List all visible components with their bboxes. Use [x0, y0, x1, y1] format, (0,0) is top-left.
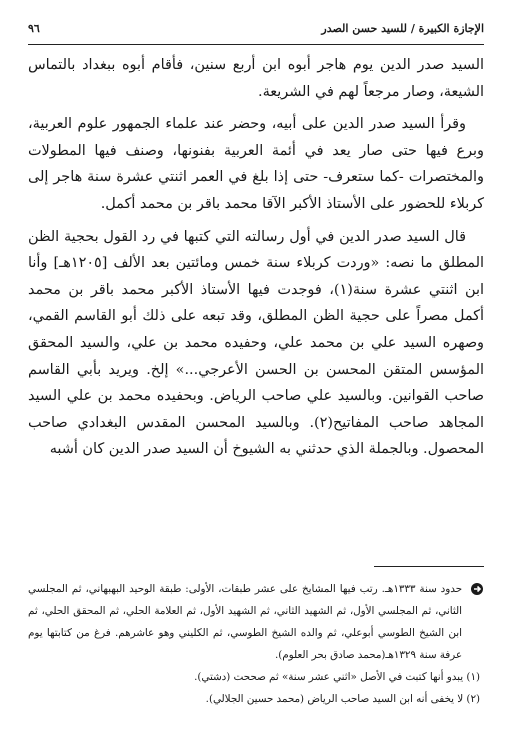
paragraph: وقرأ السيد صدر الدين على أبيه، وحضر عند علماء الجمهور علوم العربية، وبرع فيها حتى صار يعد في أئمة العربية بفنونها، وصنف فيها المطولات والمختصرات -كما ستعرف- حتى إذا بلغ في العمر اثنتي عشرة سنة هاجر إلى كربلاء للحضور على الأستاذ الأكبر الآقا محمد باقر بن محمد أكمل.	[28, 116, 484, 212]
page-number: ٩٦	[28, 22, 40, 35]
footnote: (٢) لا يخفى أنه ابن السيد صاحب الرياض (محمد حسين الجلالي).	[205, 693, 480, 705]
footnote-text: حدود سنة ١٣٣٣هـ. رتب فيها المشايخ على عشر طبقات، الأولى: طبقة الوحيد البهبهاني، ثم المجلسي الثاني، ثم المجلسي الأول، ثم الشهيد الثاني، ثم الشهيد الأول، ثم العلامة الحلي، ثم المحقق الحلي، ثم ابن الشيخ الطوسي أبوعلي، ثم والده الشيخ الطوسي، ثم الكليني وهو عاشرهم. فرغ من كتابتها يوم عرفة سنة ١٣٢٩هـ(محمد صادق بحر العلوم).	[28, 583, 463, 661]
continuation-arrow-icon	[470, 582, 484, 596]
paragraph: قال السيد صدر الدين في أول رسالته التي كتبها في رد القول بحجية الظن المطلق ما نصه: «وردت كربلاء سنة خمس ومائتين بعد الألف [١٢٠٥هـ] وأنا ابن اثنتي عشرة سنة(١)، فوجدت فيها الأستاذ الأكبر محمد باقر بن محمد أكمل مصراً على حجية الظن المطلق، وقد تبعه على ذلك أبو القاسم القمي، وصهره السيد علي بن محمد علي، وحفيده محمد بن علي، والسيد المحقق المؤسس المتقن المحسن بن الحسن الأعرجي...» إلخ. ويريد بأبي القاسم صاحب القوانين. وبالسيد علي صاحب الرياض. وبحفيده محمد بن علي السيد المجاهد صاحب المفاتيح(٢). وبالسيد المحسن المقدس البغدادي صاحب المحصول. وبالجملة الذي حدثني به الشيوخ أن السيد صدر الدين كان أشبه	[28, 228, 484, 458]
footnote-continued	[28, 578, 484, 666]
main-text	[28, 52, 484, 463]
footnotes	[28, 578, 484, 710]
running-header	[28, 14, 484, 45]
running-title: الإجازة الكبيرة / للسيد حسن الصدر	[321, 22, 484, 35]
footnote: (١) يبدو أنها كتبت في الأصل «اثني عشر سنة» ثم صححت (دشتي).	[194, 671, 480, 683]
paragraph: السيد صدر الدين يوم هاجر أبوه ابن أربع سنين، فأقام أبوه ببغداد بالتماس الشيعة، وصار مرجعاً لهم في الشريعة.	[28, 57, 484, 100]
footnote-separator	[374, 566, 484, 567]
